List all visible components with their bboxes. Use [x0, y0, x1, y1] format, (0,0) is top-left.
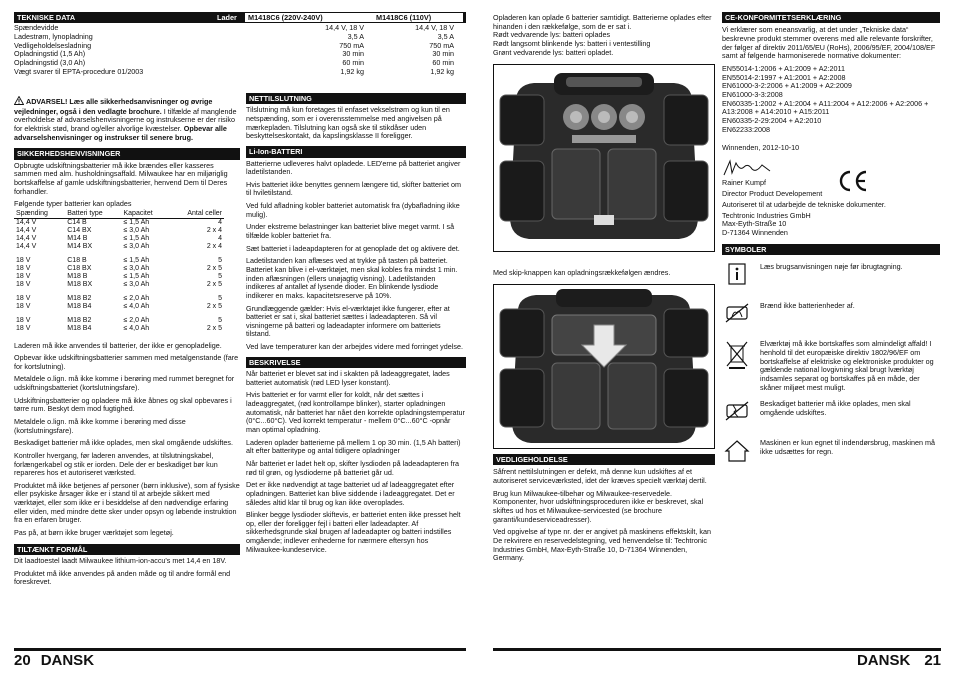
- battery-cell: C18 B: [67, 257, 87, 265]
- ce-title: CE-KONFORMITETSERKLÆRING: [722, 12, 940, 23]
- spec-label: Spændevidde: [14, 24, 59, 33]
- desc-paragraph: Blinker begge lysdioder skiftevis, er batteriet enten ikke presset helt op, eller der foreligger fejl i batteri eller ladeadapter. Af sikkerhedsgrunde skal brugen af ladeadapter og batteri indstilles omgående; indlever enhederne for nærmere eftersyn hos Milwaukee-kundeservice.: [246, 510, 461, 554]
- battery-cell: ≤ 1,5 Ah: [123, 257, 150, 265]
- li-paragraph: Under ekstreme belastninger kan batteriet blive meget varmt. I så tilfælde kobler batteriet fra.: [246, 222, 455, 241]
- desc-paragraph: Hvis batteriet er for varmt eller for koldt, når det sættes i ladeaggregatet, (rød kontrollampe blinker), starter opladningen automatisk, når batteriet har nået den korrekte opladningstemperatur (0°C...60°C). Ved korrekt temperatur - mellem 0°C...60°C -opnår man optimal opladning.: [246, 390, 465, 435]
- maint-paragraph: Ved opgivelse af type nr. der er angivet på maskinens effektskilt, kan De rekvirere en reservedelstegning, ved henvendelse til: Techtronic Industries GmbH, Max-Eyth-Straße 10, D-71364 Winnenden, Germany.: [493, 527, 712, 563]
- ce-standard: EN60335-1:2002 + A1:2004 + A11:2004 + A12:2006 + A2:2006 + A13:2008 + A14:2010 + A15:2011: [722, 98, 929, 117]
- symbol-text: Beskadiget batterier må ikke oplades, men skal omgående udskiftes.: [760, 399, 911, 417]
- battery-cell: ≤ 3,0 Ah: [123, 281, 150, 289]
- battery-cell: ≤ 4,0 Ah: [123, 303, 150, 311]
- spec-row: [14, 68, 466, 77]
- li-title: Li-Ion-BATTERI: [246, 146, 466, 157]
- battery-cell: M18 B: [67, 273, 88, 281]
- left-col1-narrow: [14, 96, 240, 591]
- battery-cell: 5: [218, 257, 222, 265]
- battery-cell: 18 V: [16, 325, 31, 333]
- address: [722, 212, 940, 238]
- top-paragraphs: [493, 14, 715, 57]
- desc-paragraphs: [246, 370, 466, 554]
- battery-cell: 18 V: [16, 303, 31, 311]
- ce-standard: EN61000-3-3:2008: [722, 89, 783, 99]
- spec-value-1: 14,4 V, 18 V: [325, 24, 364, 33]
- spec-row: [14, 42, 466, 51]
- safety-title: SIKKERHEDSHENVISNINGER: [14, 148, 240, 159]
- top-line: Opladeren kan oplade 6 batterier samtidigt. Batterierne oplades efter hinanden i den rækkefølge, som de er sat i.: [493, 13, 712, 31]
- battery-cell: 18 V: [16, 281, 31, 289]
- left-col2: [246, 93, 466, 558]
- battery-table: [14, 210, 240, 334]
- safety-paragraph: Udskiftningsbatterier og opladere må ikke åbnes og skal opbevares i tørre rum. Beskyt dem mod fugtighed.: [14, 395, 232, 414]
- ce-mark-icon: [836, 169, 870, 196]
- battery-cell: C14 BX: [67, 226, 92, 234]
- specs-col-1: M1418C6 (220V-240V): [245, 13, 376, 22]
- battery-cell: ≤ 2,0 Ah: [123, 317, 150, 325]
- battery-cell: ≤ 2,0 Ah: [123, 295, 150, 303]
- battery-cell: 18 V: [16, 317, 31, 325]
- battery-cell: 2 x 5: [206, 281, 222, 289]
- address-line: Max-Eyth-Straße 10: [722, 219, 787, 229]
- symbol-row: [722, 302, 940, 327]
- spec-label: Ladestrøm, lynopladning: [14, 33, 93, 42]
- battery-table-header-cell: Kapacitet: [122, 210, 169, 219]
- table-row: [14, 303, 224, 311]
- specs-header: [14, 12, 466, 23]
- li-paragraph: Sæt batteriet i ladeapdapteren for at genoplade det og aktivere det.: [246, 243, 460, 253]
- intended-paragraph: Produktet må ikke anvendes på anden måde og til andre formål end foreskrevet.: [14, 568, 231, 587]
- battery-cell: 18 V: [16, 295, 31, 303]
- spec-value-2: 750 mA: [429, 41, 454, 50]
- battery-cell: C14 B: [67, 218, 87, 226]
- battery-cell: 2 x 5: [206, 265, 222, 273]
- symbol-text: Maskinen er kun egnet til indendørsbrug, maskinen må ikke udsættes for regn.: [760, 437, 935, 456]
- desc-paragraph: Når batteriet er blevet sat ind i skakten på ladeaggregatet, lades batteriet automatisk (rød LED lyser konstant).: [246, 369, 450, 387]
- battery-cell: M18 B2: [67, 317, 92, 325]
- li-paragraph: Ladetilstanden kan aflæses ved at trykke på tasten på batteriet. Batteriet kan blive i el-værktøjet, men skal kobles fra mindst 1 min. inden aflæsningen (ellers unøjagtig visning). Ladetilstanden indikeres af antallet af lysende dioder. En blinkende lysdiode indikerer en maks. kapacitetsreserve på 10%.: [246, 256, 458, 300]
- desc-paragraph: Det er ikke nødvendigt at tage batteriet ud af ladeaggregatet efter opladningen. Batteriet kan blive siddende i ladeaggregatet. Det er således altid klar til brug og kan ikke overoplades.: [246, 480, 455, 507]
- ce-standard: EN61000-3-2:2006 + A1:2009 + A2:2009: [722, 81, 852, 91]
- spec-label: Opladningstid (1,5 Ah): [14, 50, 86, 59]
- safety-paragraphs: [14, 342, 240, 538]
- symbol-row: [722, 400, 940, 425]
- address-line: D-71364 Winnenden: [722, 228, 788, 238]
- right-col1: [493, 13, 715, 563]
- battery-cell: 5: [218, 317, 222, 325]
- left-footer: [14, 648, 466, 669]
- safety-paragraph: Kontroller hvergang, før laderen anvendes, at tilslutningskabel, forlængerkabel og stik er iorden. Dele der er beskadiget bør kun repareres hos et autoriseret værksted.: [14, 450, 218, 478]
- specs-col-2: M1418C6 (110V): [376, 13, 463, 22]
- no-fire-battery-icon: [724, 302, 754, 327]
- intended-paragraphs: [14, 557, 240, 587]
- battery-cell: 14,4 V: [16, 218, 37, 226]
- net-title: NETTILSLUTNING: [246, 93, 466, 104]
- battery-cell: 2 x 5: [206, 303, 222, 311]
- maint-paragraph: Såfrent nettilslutningen er defekt, må denne kun udskiftes af et autoriseret serviceværksted, idet der kræves specielt værktøj dertil.: [493, 467, 707, 486]
- warning-block: [14, 96, 240, 142]
- safety-paragraph: Beskadiget batterier må ikke oplades, men skal omgående udskiftes.: [14, 438, 233, 448]
- spec-row: [14, 33, 466, 42]
- table-row: [14, 281, 224, 289]
- battery-cell: M18 B4: [67, 325, 92, 333]
- battery-cell: ≤ 1,5 Ah: [123, 235, 150, 243]
- spec-row: [14, 24, 466, 33]
- table-row: [14, 251, 224, 265]
- battery-cell: 14,4 V: [16, 243, 37, 251]
- li-paragraph: Ved lave temperaturer kan der arbejdes videre med forringet ydelse.: [246, 342, 463, 352]
- battery-cell: 5: [218, 273, 222, 281]
- table-row: [14, 243, 224, 251]
- battery-table-header: [14, 210, 224, 219]
- ce-standard: EN60335-2-29:2004 + A2:2010: [722, 115, 822, 125]
- li-paragraph: Hvis batteriet ikke benyttes gennem længere tid, skifter batteriet om til hviletilstand.: [246, 179, 461, 198]
- battery-cell: ≤ 3,0 Ah: [123, 226, 150, 234]
- damaged-battery-icon: [724, 400, 754, 425]
- symbol-text: Elværktøj må ikke bortskaffes som almindeligt affald! I henhold til det europæiske direktiv 1802/96/EF om bortskaffelse af elektriske og elektroniske produkter og gældende national lovgivning skal brugt lværktøj indsamles separat og bortskaffes på en måde, der skåner miljøet mest muligt.: [760, 339, 934, 392]
- spec-value-2: 60 min: [432, 59, 454, 68]
- battery-cell: 4: [218, 218, 222, 226]
- signer-name: Rainer Kumpf: [722, 177, 766, 187]
- battery-cell: C18 BX: [67, 265, 92, 273]
- ce-standards: [722, 65, 940, 134]
- symbols-list: [722, 263, 940, 465]
- battery-table-header-cell: Batteri type: [65, 210, 121, 219]
- table-row: [14, 311, 224, 325]
- spec-label: Vedligeholdelsesladning: [14, 41, 92, 50]
- battery-cell: 5: [218, 295, 222, 303]
- left-page-number: 20: [14, 652, 31, 669]
- signer-title: Director Product Developement: [722, 189, 823, 199]
- li-paragraph: Batterierne udleveres halvt opladede. LED'erne på batteriet angiver ladetilstanden.: [246, 158, 461, 177]
- table-row: [14, 289, 224, 303]
- warning-rest: I tilfælde af manglende overholdelse af advarselshenvisningerne og instrukserne er der risiko for elektrisk stød, brand og/eller alvorlige kvæstelser.: [14, 106, 237, 133]
- spec-value-2: 14,4 V, 18 V: [415, 24, 454, 33]
- top-line: Rødt vedvarende lys: batteri oplades: [493, 30, 611, 40]
- spec-value-2: 1,92 kg: [430, 67, 454, 76]
- safety-paragraph: Metaldele o.lign. må ikke komme i berøring med disse (kortslutningsfare).: [14, 416, 186, 435]
- maint-paragraph: Brug kun Milwaukee-tilbehør og Milwaukee-reservedele. Komponenter, hvor udskiftningsproceduren ikke er beskrevet, skal skiftes ud hos et Milwaukee-servicested (se brochure garanti/kundeserviceadresser).: [493, 488, 704, 524]
- warning-bold: ADVARSEL! Læs alle sikkerhedsanvisninger og øvrige vejledninger, også i den vedlagte brochure.: [14, 97, 213, 116]
- ce-standard: EN62233:2008: [722, 124, 770, 134]
- battery-cell: 14,4 V: [16, 226, 37, 234]
- battery-types-intro: Følgende typer batterier kan oplades: [14, 199, 132, 209]
- safety-para-1: Opbrugte udskiftningsbatterier må ikke brændes eller kasseres sammen med alm. husholdningsaffald. Milwaukee har en miljøriglig bortskaffelse af gamle udskiftningsbatterier, henvend Dem til Deres forhandler.: [14, 160, 228, 196]
- battery-cell: 18 V: [16, 273, 31, 281]
- battery-table-header-cell: Antal celler: [169, 210, 224, 219]
- image1-caption: Med skip-knappen kan opladningsrækkefølgen ændres.: [493, 268, 671, 277]
- left-col1: [14, 12, 466, 76]
- charger-image-top: [493, 64, 715, 252]
- right-page-number: 21: [924, 652, 941, 669]
- spec-value-1: 30 min: [342, 50, 364, 59]
- authorized: Autoriseret til at udarbejde de tekniske dokumenter.: [722, 200, 886, 210]
- spec-value-1: 60 min: [342, 59, 364, 68]
- battery-types-table: [14, 210, 224, 334]
- signature: [722, 157, 782, 179]
- ce-date: Winnenden, 2012-10-10: [722, 143, 800, 153]
- desc-title: BESKRIVELSE: [246, 357, 466, 368]
- address-line: Techtronic Industries GmbH: [722, 210, 811, 220]
- top-line: Rødt langsomt blinkende lys: batteri i ventestilling: [493, 38, 651, 48]
- battery-cell: 18 V: [16, 257, 31, 265]
- battery-cell: ≤ 4,0 Ah: [123, 325, 150, 333]
- safety-paragraph: Laderen må ikke anvendes til batterier, der ikke er genopladelige.: [14, 340, 222, 350]
- battery-cell: M14 BX: [67, 243, 93, 251]
- symbols-title: SYMBOLER: [722, 244, 940, 255]
- battery-cell: ≤ 3,0 Ah: [123, 243, 150, 251]
- intended-paragraph: Dit laadtoestel laadt Milwaukee lithium-ion-accu's met 14,4 en 18V.: [14, 556, 227, 566]
- battery-cell: 2 x 5: [206, 325, 222, 333]
- spec-value-1: 750 mA: [339, 41, 364, 50]
- battery-cell: M18 B2: [67, 295, 92, 303]
- table-row: [14, 218, 224, 227]
- right-col2: [722, 12, 940, 480]
- table-row: [14, 227, 224, 235]
- li-paragraph: Ved fuld afladning kobler batteriet automatisk fra (dybafladning ikke mulig).: [246, 201, 460, 219]
- warning-bold-2: Opbevar alle advarselshenvisninger og instrukser til senere brug.: [14, 123, 227, 142]
- weee-bin-icon: [724, 340, 754, 373]
- desc-paragraph: Laderen oplader batterierne på mellem 1 op 30 min. (1,5 Ah batteri) alt efter batteritype og antal tidligere opladninger: [246, 437, 461, 456]
- battery-cell: ≤ 3,0 Ah: [123, 265, 150, 273]
- battery-cell: 4: [218, 235, 222, 243]
- indoor-use-icon: [724, 439, 754, 466]
- specs-table: [14, 24, 466, 76]
- symbol-row: [722, 340, 940, 392]
- symbol-row: [722, 439, 940, 466]
- battery-cell: 2 x 4: [206, 226, 222, 234]
- symbol-row: [722, 263, 940, 288]
- spec-value-1: 1,92 kg: [340, 67, 364, 76]
- safety-paragraph: Pas på, at børn ikke bruger værktøjet som legetøj.: [14, 528, 174, 538]
- table-row: [14, 273, 224, 281]
- maint-paragraphs: [493, 468, 715, 562]
- spec-value-1: 3,5 A: [347, 33, 364, 42]
- battery-table-header-cell: Spænding: [14, 210, 65, 219]
- table-row: [14, 265, 224, 273]
- battery-cell: M18 BX: [67, 281, 93, 289]
- li-paragraph: Grundlæggende gælder: Hvis el-værktøjet ikke fungerer, efter at batteriet er sat i, skal batteriet sættes i ladeadapteren. Så vil visningerne på batteri og ladeadapter informere om batteriets tilstand.: [246, 303, 450, 339]
- right-page-lang: DANSK: [856, 652, 911, 669]
- right-footer: [493, 648, 941, 669]
- spec-row: [14, 50, 466, 59]
- top-line: Grønt vedvarende lys: batteri opladet.: [493, 47, 614, 57]
- spec-value-2: 3,5 A: [437, 33, 454, 42]
- battery-cell: M14 B: [67, 235, 88, 243]
- ce-para: Vi erklærer som eneansvarlig, at det under „Tekniske data“ beskrevne produkt stemmer overens med alle relevante forskrifter, der følger af direktiv 2011/65/EU (RoHs), 2006/95/EF, 2004/108/EF samt af følgende harmoniserede normative dokumenter:: [722, 25, 936, 61]
- symbol-text: Brænd ikke batterienheder af.: [760, 300, 855, 310]
- desc-paragraph: Når batteriet er ladet helt op, skifter lysdioden på ladeadapteren fra rød til grøn, og lysdioderne på batteriet går ud.: [246, 458, 459, 477]
- li-paragraphs: [246, 160, 466, 352]
- spec-label: Vægt svarer til EPTA-procedure 01/2003: [14, 67, 144, 76]
- specs-col-lader: Lader: [217, 13, 237, 22]
- table-row: [14, 325, 224, 333]
- symbol-text: Læs brugsanvisningen nøje før ibrugtagning.: [760, 262, 903, 272]
- ce-standard: EN55014-1:2006 + A1:2009 + A2:2011: [722, 64, 845, 74]
- maint-title: VEDLIGEHOLDELSE: [493, 454, 715, 465]
- charger-image-bottom: [493, 284, 715, 449]
- battery-cell: ≤ 1,5 Ah: [123, 273, 150, 281]
- spec-value-2: 30 min: [432, 50, 454, 59]
- safety-paragraph: Metaldele o.lign. må ikke komme i berøring med rummet beregnet for udskiftningsbatteriet (kortslutningsfare).: [14, 374, 235, 393]
- battery-cell: ≤ 1,5 Ah: [123, 218, 150, 226]
- battery-cell: M18 B4: [67, 303, 92, 311]
- specs-title: TEKNISKE DATA: [17, 13, 76, 22]
- safety-paragraph: Produktet må ikke betjenes af personer (børn inklusive), som af fysiske eller psykiske årsager ikke er i stand til at arbejde sikkert med værktøjet, eller som ikke er i besiddelse af den nødvendige erfaring eller viden, med mindre dette sker under opsyn og løbende instruktion fra en erfaren bruger.: [14, 480, 240, 525]
- read-manual-icon: [724, 263, 754, 288]
- spec-row: [14, 59, 466, 68]
- safety-paragraph: Opbevar ikke udskiftningsbatterier sammen med metalgenstande (fare for kortslutning).: [14, 353, 239, 371]
- battery-cell: 14,4 V: [16, 235, 37, 243]
- table-row: [14, 235, 224, 243]
- intended-title: TILTÆNKT FORMÅL: [14, 544, 240, 555]
- left-page-lang: DANSK: [40, 652, 95, 669]
- net-para: Tilslutning må kun foretages til enfaset vekselstrøm og kun til en netspænding, som er i overensstemmelse med angivelsen på mærkepladen. Tilslutning kan også ske til stikdåser uden beskyttelseskontakt, da kapslingsklasse II foreligger.: [246, 105, 450, 141]
- battery-cell: 2 x 4: [206, 243, 222, 251]
- ce-standard: EN55014-2:1997 + A1:2001 + A2:2008: [722, 72, 846, 82]
- spec-label: Opladningstid (3,0 Ah): [14, 59, 86, 68]
- battery-cell: 18 V: [16, 265, 31, 273]
